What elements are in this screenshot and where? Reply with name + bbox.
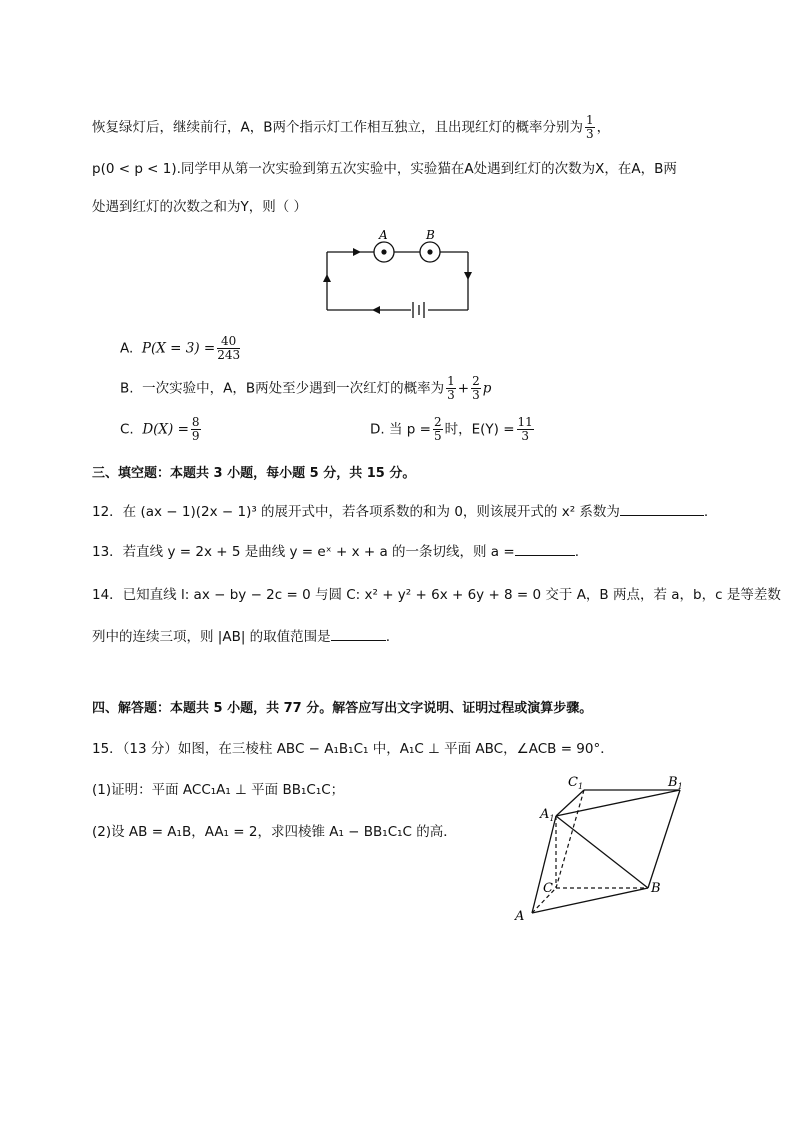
q14-line2: 列中的连续三项，则 |AB| 的取值范围是 . [92,629,390,645]
q14-line1: 14．已知直线 l: ax − by − 2c = 0 与圆 C: x² + y² + 6x + 6y + 8 = 0 交于 A，B 两点，若 a，b，c 是等差数 [92,587,781,603]
section4-heading: 四、解答题：本题共 5 小题，共 77 分。解答应写出文字说明、证明过程或演算步骤。 [92,701,593,716]
q12: 12．在 (ax − 1)(2x − 1)³ 的展开式中，若各项系数的和为 0，则该展开式的 x² 系数为 . [92,504,709,520]
q15-part1: (1)证明：平面 ACC₁A₁ ⊥ 平面 BB₁C₁C； [92,782,345,798]
vertex-c1-label: $C_1$ [568,775,584,791]
option-d: D. 当 p = $\frac{2}{5}$ 时，E(Y) = $\frac{11}{3}$ [370,415,533,443]
section3-heading: 三、填空题：本题共 3 小题，每小题 5 分，共 15 分。 [92,466,416,481]
prism-figure [510,768,700,928]
q11-line3: 处遇到红灯的次数之和为Y，则（ ） [92,199,308,215]
option-b: B. 一次实验中，A，B两处至少遇到一次红灯的概率为 $\frac{1}{3}$ + $\frac{2}{3}$ p [120,374,492,402]
q13-answer-blank[interactable] [515,543,575,556]
q15-stem: 15．（13 分）如图，在三棱柱 ABC − A₁B₁C₁ 中，A₁C ⊥ 平面 ABC，∠ACB = 90°． [92,741,614,757]
lamp-a-label: A [379,228,388,242]
vertex-b1-label: $B_1$ [668,775,683,791]
vertex-a1-label: $A_1$ [540,807,555,823]
q15-part2: (2)设 AB = A₁B，AA₁ = 2，求四棱锥 A₁ − BB₁C₁C 的高． [92,824,457,840]
vertex-b-label: B [651,881,661,896]
q12-answer-blank[interactable] [620,503,704,516]
arrow-up-icon [323,274,331,282]
arrow-down-icon [464,272,472,280]
arrow-left-icon [372,306,380,314]
q11-line1: 恢复绿灯后，继续前行，A，B两个指示灯工作相互独立，且出现红灯的概率分别为 $\frac{1}{3}$ ， [92,113,611,141]
q11-line2: p(0 < p < 1).同学甲从第一次实验到第五次实验中，实验猫在A处遇到红灯的次数为X，在A，B两 [92,161,677,177]
circuit-diagram [318,226,478,318]
option-a: A. P(X = 3) = $\frac{40}{243}$ [120,334,241,362]
q14-answer-blank[interactable] [331,628,386,641]
arrow-right-icon [353,248,361,256]
lamp-b-label: B [426,228,435,242]
option-c: C. D(X) = $\frac{8}{9}$ [120,415,200,443]
vertex-a-label: A [515,909,525,924]
fraction-one-third: $\frac{1}{3}$ [586,113,594,141]
q13: 13．若直线 y = 2x + 5 是曲线 y = eˣ + x + a 的一条切线，则 a = . [92,544,579,560]
vertex-c-label: C [543,881,553,896]
